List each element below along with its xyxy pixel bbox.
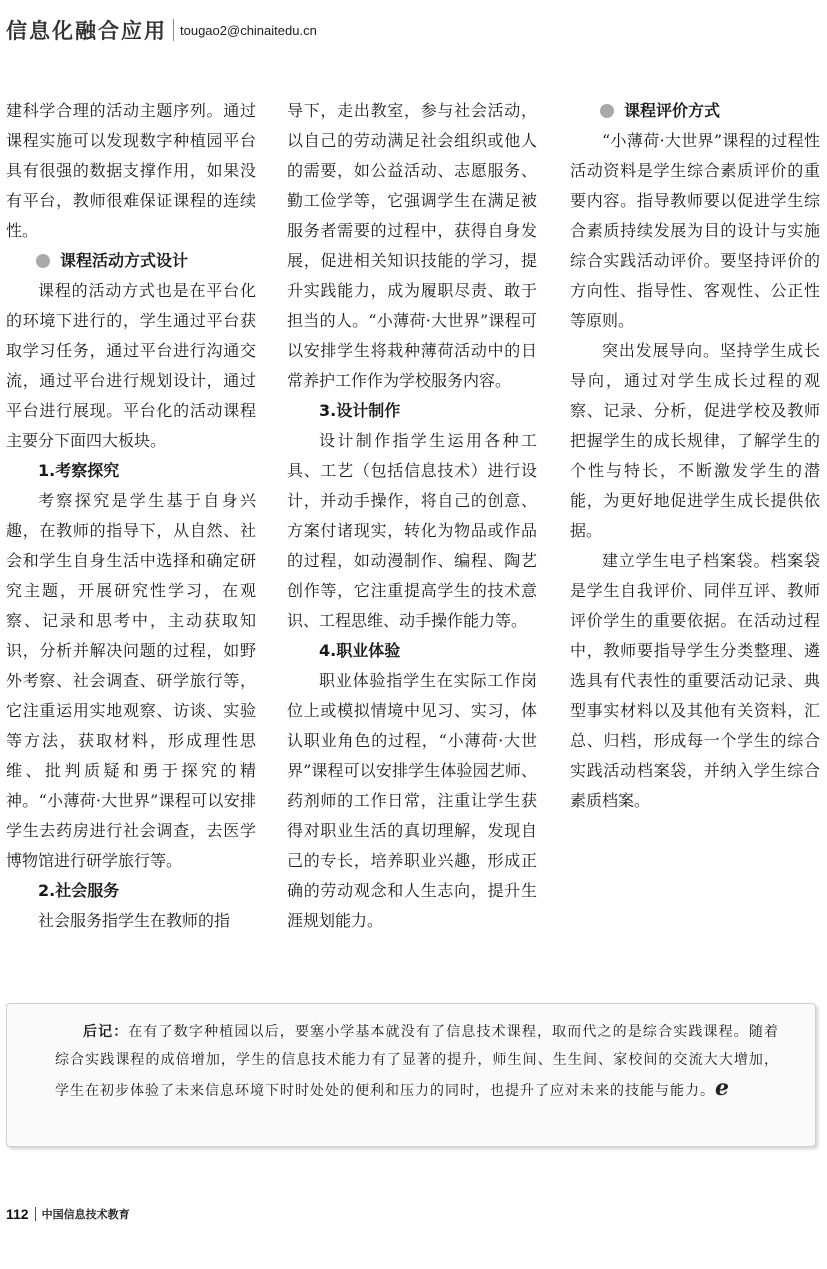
- page-number: 112: [6, 1206, 29, 1222]
- paragraph-development: 突出发展导向。坚持学生成长导向，通过对学生成长过程的观察、记录、分析，促进学校及教师把握学生的成长规律，了解学生的个性与特长，不断激发学生的潜能，为更好地促进学生成长提供依据。: [570, 341, 820, 540]
- subheading-career: 4.职业体验: [319, 641, 401, 660]
- paragraph-activity: 课程的活动方式也是在平台化的环境下进行的，学生通过平台获取学习任务，通过平台进行沟通交流，通过平台进行规划设计，通过平台进行展现。平台化的活动课程主要分下面四大板块。: [6, 281, 256, 450]
- afterword-box: [6, 1003, 816, 1147]
- section-heading-activity: [6, 246, 256, 276]
- afterword-body: 在有了数字种植园以后，要塞小学基本就没有了信息技术课程，取而代之的是综合实践课程。随着综合实践课程的成倍增加，学生的信息技术能力有了显著的提升，师生间、生生间、家校间的交流大大增加，学生在初步体验了未来信息环境下时时处处的便利和压力的同时，也提升了应对未来的技能与能力。: [55, 1024, 780, 1099]
- paragraph-service-cont: 导下，走出教室，参与社会活动，以自己的劳动满足社会组织或他人的需要，如公益活动、志愿服务、勤工俭学等，它强调学生在满足被服务者需要的过程中，获得自身发展，促进相关知识技能的学习，提升实践能力，成为履职尽责、敢于担当的人。“小薄荷·大世界”课程可以安排学生将栽种薄荷活动中的日常养护工作作为学校服务内容。: [287, 101, 537, 390]
- text-column-2: [287, 96, 537, 936]
- bullet-icon: [600, 104, 614, 118]
- paragraph-career: 职业体验指学生在实际工作岗位上或模拟情境中见习、实习，体认职业角色的过程，“小薄荷·大世界”课程可以安排学生体验园艺师、药剂师的工作日常，注重让学生获得对职业生活的真切理解，发现自己的专长，培养职业兴趣，形成正确的劳动观念和人生志向，提升生涯规划能力。: [287, 671, 537, 930]
- paragraph-inquiry: 考察探究是学生基于自身兴趣，在教师的指导下，从自然、社会和学生自身生活中选择和确定研究主题，开展研究性学习，在观察、记录和思考中，主动获取知识，分析并解决问题的过程，如野外考察、社会调查、研学旅行等，它注重运用实地观察、访谈、实验等方法，获取材料，形成理性思维、批判质疑和勇于探究的精神。“小薄荷·大世界”课程可以安排学生去药房进行社会调查，去医学博物馆进行研学旅行等。: [6, 491, 256, 870]
- subheading-inquiry: 1.考察探究: [38, 461, 120, 480]
- afterword-text: [55, 1018, 779, 1105]
- paragraph-design: 设计制作指学生运用各种工具、工艺（包括信息技术）进行设计，并动手操作，将自己的创意、方案付诸现实，转化为物品或作品的过程，如动漫制作、编程、陶艺创作等，它注重提高学生的技术意识、工程思维、动手操作能力等。: [287, 431, 537, 630]
- header-divider: [173, 19, 174, 41]
- bullet-icon: [36, 254, 50, 268]
- subheading-design: 3.设计制作: [319, 401, 401, 420]
- paragraph-service-start: 社会服务指学生在教师的指: [38, 911, 231, 930]
- paragraph-evaluation: “小薄荷·大世界”课程的过程性活动资料是学生综合素质评价的重要内容。指导教师要以促进学生综合素质持续发展为目的设计与实施综合实践活动评价。要坚持评价的方向性、指导性、客观性、公正性等原则。: [570, 131, 820, 330]
- afterword-label: 后记：: [83, 1024, 129, 1040]
- contact-email: tougao2@chinaitedu.cn: [180, 22, 317, 38]
- column-title: 信息化融合应用: [6, 19, 167, 43]
- page-header: [6, 10, 317, 50]
- page-footer: [6, 1206, 130, 1222]
- text-column-3: [570, 96, 820, 816]
- footer-divider: [35, 1207, 36, 1221]
- text-column-1: [6, 96, 256, 936]
- paragraph-intro: 建科学合理的活动主题序列。通过课程实施可以发现数字种植园平台具有很强的数据支撑作用，如果没有平台，教师很难保证课程的连续性。: [6, 101, 256, 240]
- section-heading-text: 课程活动方式设计: [60, 251, 189, 270]
- subheading-service: 2.社会服务: [38, 881, 120, 900]
- paragraph-archive: 建立学生电子档案袋。档案袋是学生自我评价、同伴互评、教师评价学生的重要依据。在活动过程中，教师要指导学生分类整理、遴选具有代表性的重要活动记录、典型事实材料以及其他有关资料，汇总、归档，形成每一个学生的综合实践活动档案袋，并纳入学生综合素质档案。: [570, 551, 820, 810]
- e-logo-icon: e: [715, 1075, 730, 1101]
- journal-name: 中国信息技术教育: [41, 1208, 130, 1221]
- section-heading-evaluation: [570, 96, 820, 126]
- section-heading-text: 课程评价方式: [624, 101, 721, 120]
